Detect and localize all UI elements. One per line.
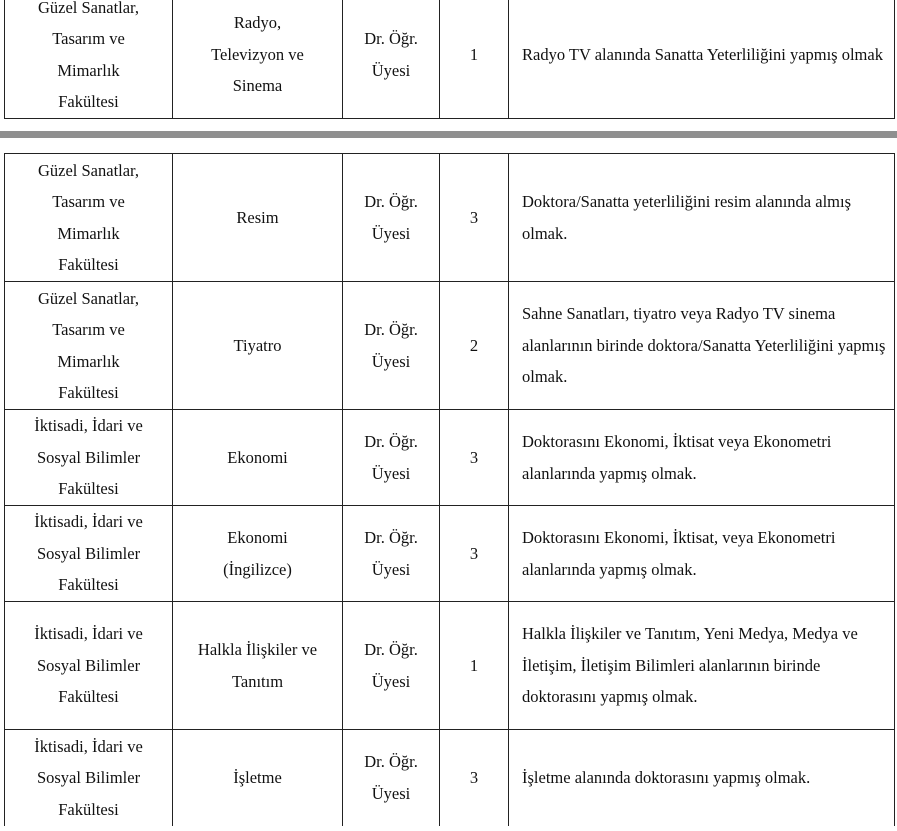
positions-table-body <box>5 154 895 826</box>
table-row <box>5 0 895 119</box>
table-row <box>5 602 895 730</box>
requirement-cell: İşletme alanında doktorasını yapmış olmak. <box>509 730 895 826</box>
faculty-cell <box>5 0 173 119</box>
title-cell <box>343 154 440 282</box>
title-cell-line: Dr. Öğr. <box>364 432 418 451</box>
table-row <box>5 730 895 826</box>
faculty-cell-line: Tasarım ve <box>52 320 125 339</box>
title-cell <box>343 0 440 119</box>
title-cell-line: Dr. Öğr. <box>364 320 418 339</box>
faculty-cell <box>5 410 173 506</box>
faculty-cell-line: İktisadi, İdari ve <box>34 736 143 756</box>
department-cell <box>173 602 343 730</box>
faculty-cell-line: Sosyal Bilimler <box>36 543 141 563</box>
title-cell-line: Dr. Öğr. <box>364 29 418 48</box>
faculty-cell-line: Güzel Sanatlar, <box>37 160 140 180</box>
department-cell-line: Radyo, <box>233 13 282 33</box>
faculty-cell-line: Tasarım ve <box>52 192 125 211</box>
top-table-body <box>5 0 895 119</box>
department-cell <box>173 506 343 602</box>
faculty-cell-line: Fakültesi <box>58 255 119 274</box>
department-cell-line: Ekonomi <box>227 528 288 547</box>
faculty-cell-line: İktisadi, İdari ve <box>34 416 143 436</box>
faculty-cell <box>5 730 173 826</box>
faculty-cell-line: Fakültesi <box>58 383 119 402</box>
table-row <box>5 410 895 506</box>
title-cell <box>343 730 440 826</box>
requirement-cell: Doktorasını Ekonomi, İktisat, veya Ekonometri alanlarında yapmış olmak. <box>509 506 895 602</box>
count-cell: 3 <box>440 506 509 602</box>
department-cell-line: (İngilizce) <box>223 559 292 579</box>
faculty-cell-line: İktisadi, İdari ve <box>34 624 143 644</box>
table-row <box>5 506 895 602</box>
title-cell-line: Üyesi <box>371 60 411 80</box>
table-row <box>5 282 895 410</box>
title-cell-line: Dr. Öğr. <box>364 640 418 659</box>
count-cell: 3 <box>440 730 509 826</box>
faculty-cell-line: Mimarlık <box>57 60 120 80</box>
count-cell: 1 <box>440 0 509 119</box>
count-cell: 1 <box>440 602 509 730</box>
requirement-cell: Halkla İlişkiler ve Tanıtım, Yeni Medya, Medya ve İletişim, İletişim Bilimleri alanlarının birinde doktorasını yapmış olmak. <box>509 602 895 730</box>
title-cell-line: Dr. Öğr. <box>364 192 418 211</box>
faculty-cell-line: Fakültesi <box>58 799 119 819</box>
title-cell-line: Dr. Öğr. <box>364 752 418 772</box>
faculty-cell <box>5 154 173 282</box>
department-cell-line: Tiyatro <box>233 335 282 355</box>
faculty-cell-line: Fakültesi <box>58 479 119 499</box>
faculty-cell-line: Mimarlık <box>57 223 120 243</box>
faculty-cell-line: İktisadi, İdari ve <box>34 512 143 532</box>
title-cell <box>343 282 440 410</box>
requirement-cell: Radyo TV alanında Sanatta Yeterliliğini yapmış olmak <box>509 0 895 119</box>
department-cell-line: Resim <box>236 207 279 227</box>
title-cell-line: Üyesi <box>371 351 411 371</box>
table-row <box>5 154 895 282</box>
count-cell: 3 <box>440 410 509 506</box>
top-table-fragment <box>4 0 895 119</box>
department-cell-line: Televizyon ve <box>211 44 304 64</box>
requirement-cell: Doktorasını Ekonomi, İktisat veya Ekonometri alanlarında yapmış olmak. <box>509 410 895 506</box>
title-cell-line: Üyesi <box>371 783 411 803</box>
title-cell-line: Üyesi <box>371 559 411 579</box>
page-separator <box>0 131 897 138</box>
faculty-cell-line: Mimarlık <box>57 351 120 371</box>
department-cell <box>173 154 343 282</box>
faculty-cell-line: Sosyal Bilimler <box>36 655 141 675</box>
count-cell: 2 <box>440 282 509 410</box>
department-cell-line: Sinema <box>232 76 283 96</box>
title-cell <box>343 410 440 506</box>
faculty-cell-line: Güzel Sanatlar, <box>37 288 140 308</box>
department-cell <box>173 730 343 826</box>
requirement-cell: Sahne Sanatları, tiyatro veya Radyo TV sinema alanlarının birinde doktora/Sanatta Yeterliliğini yapmış olmak. <box>509 282 895 410</box>
faculty-cell <box>5 506 173 602</box>
faculty-cell-line: Sosyal Bilimler <box>36 768 141 787</box>
department-cell-line: Halkla İlişkiler ve <box>197 640 318 659</box>
faculty-cell-line: Fakültesi <box>58 92 119 111</box>
title-cell-line: Üyesi <box>371 463 411 483</box>
department-cell <box>173 0 343 119</box>
faculty-cell-line: Fakültesi <box>58 575 119 595</box>
title-cell-line: Dr. Öğr. <box>364 528 418 547</box>
title-cell <box>343 602 440 730</box>
title-cell-line: Üyesi <box>371 223 411 243</box>
faculty-cell-line: Güzel Sanatlar, <box>37 0 140 17</box>
department-cell <box>173 282 343 410</box>
faculty-cell-line: Tasarım ve <box>52 29 125 48</box>
title-cell <box>343 506 440 602</box>
title-cell-line: Üyesi <box>371 671 411 691</box>
department-cell <box>173 410 343 506</box>
faculty-cell <box>5 282 173 410</box>
faculty-cell-line: Sosyal Bilimler <box>36 447 141 467</box>
positions-table <box>4 153 895 826</box>
faculty-cell <box>5 602 173 730</box>
faculty-cell-line: Fakültesi <box>58 687 119 707</box>
requirement-cell: Doktora/Sanatta yeterliliğini resim alanında almış olmak. <box>509 154 895 282</box>
department-cell-line: Ekonomi <box>227 447 288 467</box>
department-cell-line: Tanıtım <box>231 671 284 691</box>
department-cell-line: İşletme <box>233 768 282 787</box>
count-cell: 3 <box>440 154 509 282</box>
